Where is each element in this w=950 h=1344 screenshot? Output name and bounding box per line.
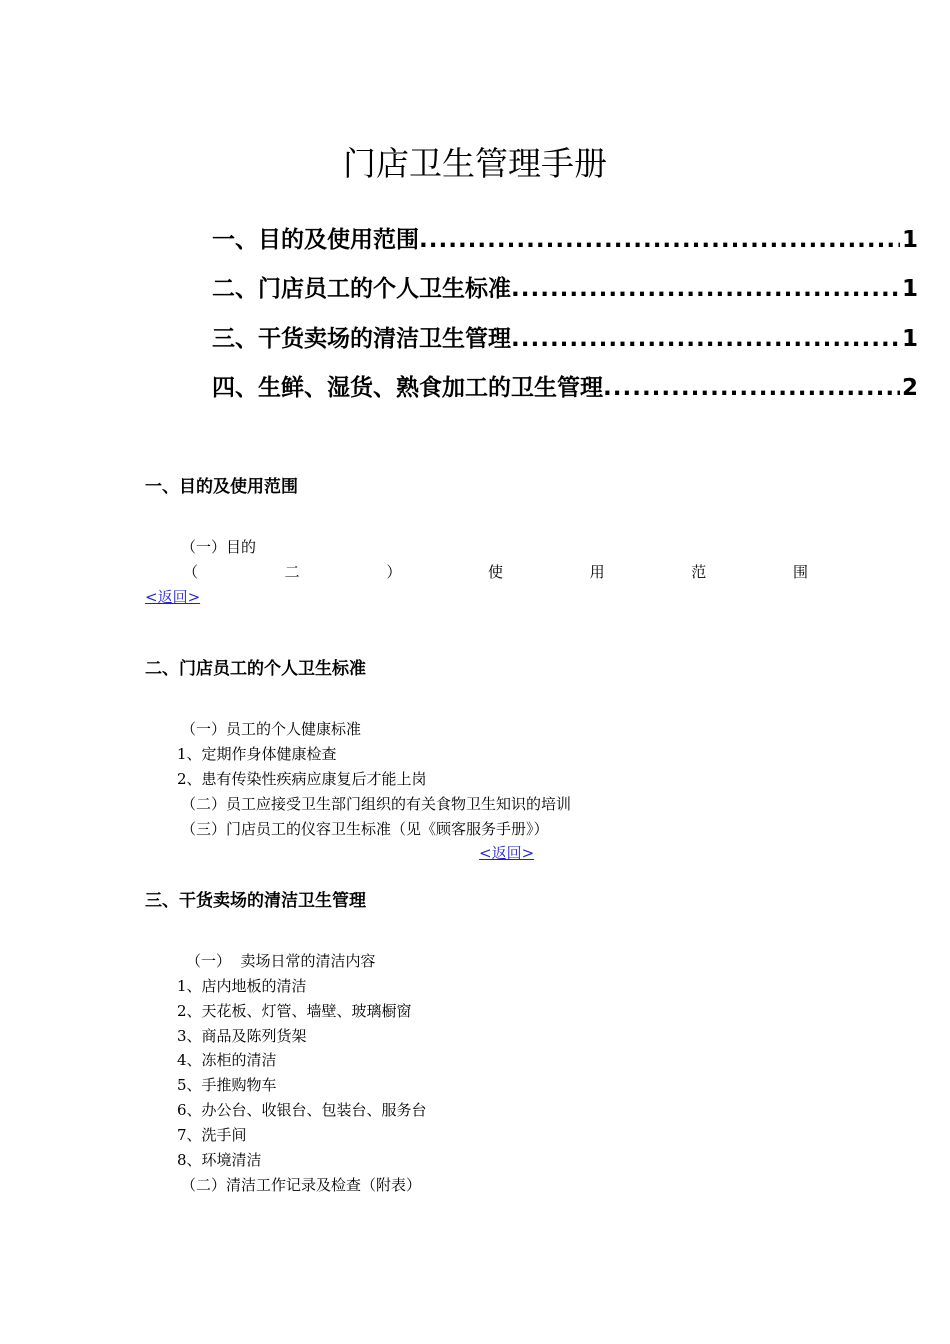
document-title: 门店卫生管理手册 <box>343 144 607 183</box>
paragraph-line: 2、患有传染性疾病应康复后才能上岗 <box>177 770 427 788</box>
justified-char: （ <box>183 563 199 581</box>
section-heading: 一、目的及使用范围 <box>145 477 298 497</box>
justified-char: 用 <box>589 563 605 581</box>
justified-char: ） <box>386 563 402 581</box>
justified-char: 围 <box>792 563 808 581</box>
paragraph-line: （三）门店员工的仪容卫生标准（见《顾客服务手册》） <box>181 820 549 838</box>
toc-entry-label: 一、目的及使用范围 <box>212 227 419 253</box>
toc-entry-purpose[interactable] <box>212 221 918 255</box>
back-link[interactable]: <返回> <box>479 844 535 862</box>
paragraph-line: （一） 卖场日常的清洁内容 <box>186 952 376 970</box>
toc-page-number: 1 <box>901 326 918 352</box>
back-link[interactable]: <返回> <box>145 588 201 606</box>
paragraph-line: 1、店内地板的清洁 <box>177 977 307 995</box>
toc-page-number: 1 <box>901 227 918 253</box>
paragraph-line: （二）清洁工作记录及检查（附表） <box>181 1176 422 1194</box>
paragraph-line: 8、环境清洁 <box>177 1151 262 1169</box>
paragraph-line: （一）目的 <box>181 538 257 556</box>
paragraph-line: （二）员工应接受卫生部门组织的有关食物卫生知识的培训 <box>181 795 572 813</box>
toc-leader-dots <box>511 276 900 302</box>
paragraph-line: 5、手推购物车 <box>177 1076 277 1094</box>
paragraph-line: 6、办公台、收银台、包装台、服务台 <box>177 1101 427 1119</box>
justified-char: 二 <box>284 563 300 581</box>
toc-entry-dry-goods[interactable] <box>212 320 918 354</box>
toc-entry-label: 四、生鲜、湿货、熟食加工的卫生管理 <box>212 375 603 401</box>
paragraph-line: 3、商品及陈列货架 <box>177 1027 307 1045</box>
toc-leader-dots <box>511 326 900 352</box>
paragraph-line: 1、定期作身体健康检查 <box>177 745 337 763</box>
paragraph-line: 2、天花板、灯管、墙壁、玻璃橱窗 <box>177 1002 412 1020</box>
toc-leader-dots <box>419 227 900 253</box>
toc-entry-fresh-food[interactable] <box>212 369 918 403</box>
justified-line <box>183 561 808 583</box>
toc-page-number: 2 <box>901 375 918 401</box>
toc-entry-hygiene-standard[interactable] <box>212 270 918 304</box>
paragraph-line: 4、冻柜的清洁 <box>177 1051 277 1069</box>
toc-entry-label: 二、门店员工的个人卫生标准 <box>212 276 511 302</box>
paragraph-line: （一）员工的个人健康标准 <box>181 720 362 738</box>
section-heading: 二、门店员工的个人卫生标准 <box>145 659 366 679</box>
toc-page-number: 1 <box>901 276 918 302</box>
justified-char: 使 <box>487 563 503 581</box>
section-heading: 三、干货卖场的清洁卫生管理 <box>145 891 366 911</box>
toc-leader-dots <box>603 375 900 401</box>
justified-char: 范 <box>691 563 707 581</box>
paragraph-line: 7、洗手间 <box>177 1126 247 1144</box>
toc-entry-label: 三、干货卖场的清洁卫生管理 <box>212 326 511 352</box>
